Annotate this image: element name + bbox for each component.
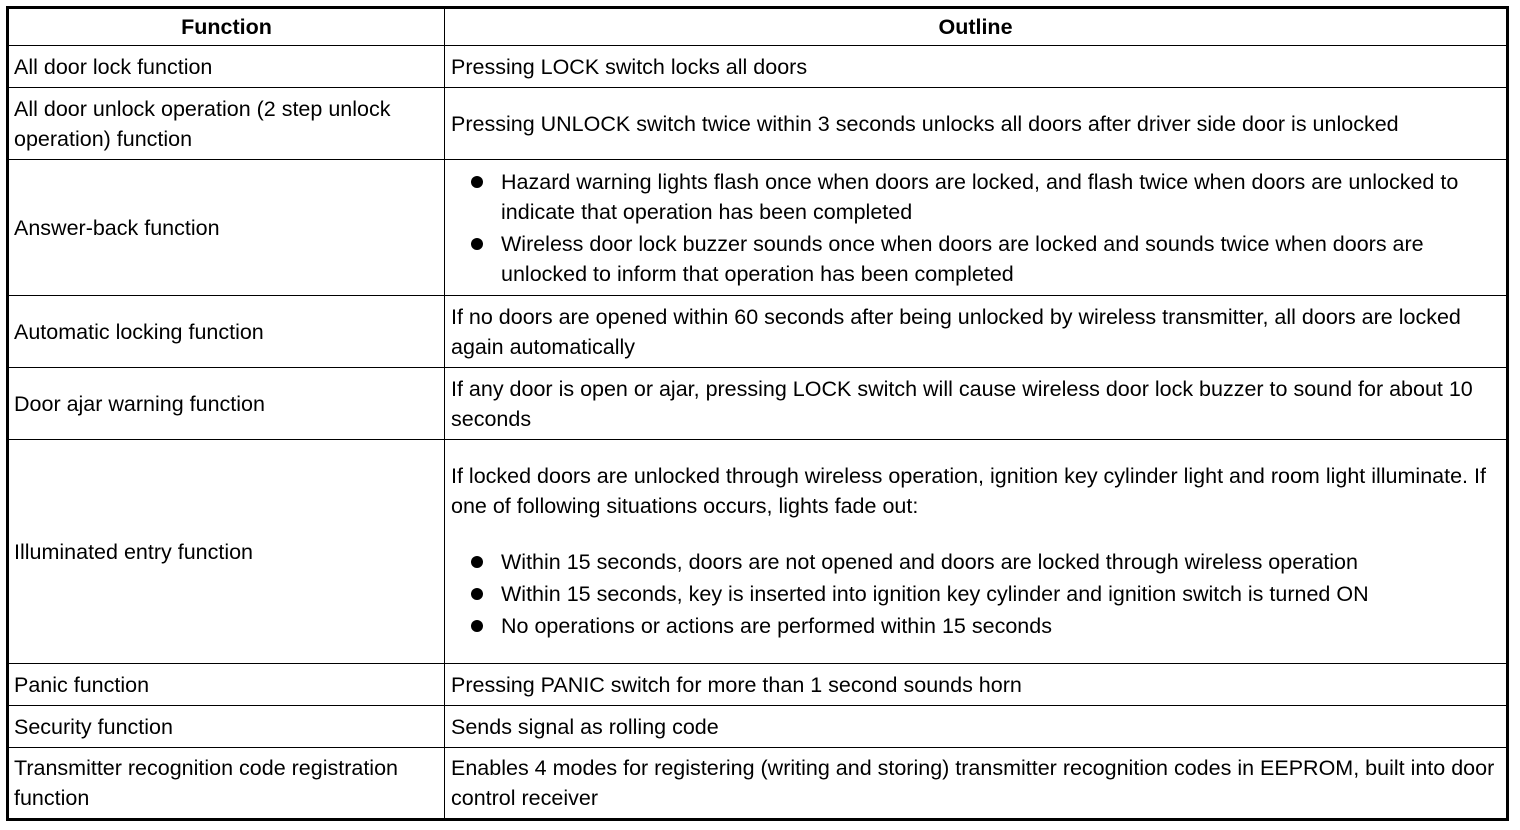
function-cell: Illuminated entry function: [8, 440, 445, 664]
bullet-text: Hazard warning lights flash once when doors are locked, and flash twice when doors are unlocked to indicate that operation has been completed: [501, 169, 1459, 224]
function-cell: Transmitter recognition code registration function: [8, 748, 445, 820]
column-header-outline: Outline: [445, 8, 1508, 46]
table-header-row: [8, 8, 1508, 46]
function-cell: Answer-back function: [8, 160, 445, 296]
bullet-list: [451, 547, 1500, 641]
function-cell: Door ajar warning function: [8, 368, 445, 440]
outline-cell: [445, 160, 1508, 296]
table-row: [8, 368, 1508, 440]
bullet-icon: [471, 176, 483, 188]
outline-cell: If no doors are opened within 60 seconds after being unlocked by wireless transmitter, all doors are locked again automatically: [445, 296, 1508, 368]
function-cell: Panic function: [8, 664, 445, 706]
bullet-text: No operations or actions are performed within 15 seconds: [501, 613, 1052, 638]
bullet-list: [451, 167, 1500, 289]
bullet-text: Within 15 seconds, doors are not opened and doors are locked through wireless operation: [501, 549, 1358, 574]
function-cell: All door lock function: [8, 46, 445, 88]
table-row: [8, 160, 1508, 296]
outline-cell: Pressing PANIC switch for more than 1 second sounds horn: [445, 664, 1508, 706]
outline-cell: Enables 4 modes for registering (writing and storing) transmitter recognition codes in EEPROM, built into door control receiver: [445, 748, 1508, 820]
table-row: [8, 46, 1508, 88]
table-row: [8, 706, 1508, 748]
table-row: [8, 440, 1508, 664]
list-item: [471, 167, 1500, 227]
function-cell: Automatic locking function: [8, 296, 445, 368]
bullet-icon: [471, 588, 483, 600]
list-item: [471, 547, 1500, 577]
bullet-icon: [471, 620, 483, 632]
outline-cell: If any door is open or ajar, pressing LOCK switch will cause wireless door lock buzzer to sound for about 10 seconds: [445, 368, 1508, 440]
outline-intro-text: If locked doors are unlocked through wireless operation, ignition key cylinder light and room light illuminate. If one of following situations occurs, lights fade out:: [451, 463, 1486, 518]
list-item: [471, 611, 1500, 641]
table-row: [8, 296, 1508, 368]
function-cell: Security function: [8, 706, 445, 748]
table-row: [8, 748, 1508, 820]
outline-cell: Sends signal as rolling code: [445, 706, 1508, 748]
function-outline-table: [6, 6, 1509, 821]
outline-cell: Pressing LOCK switch locks all doors: [445, 46, 1508, 88]
table-row: [8, 664, 1508, 706]
bullet-text: Within 15 seconds, key is inserted into ignition key cylinder and ignition switch is turned ON: [501, 581, 1369, 606]
table-row: [8, 88, 1508, 160]
list-item: [471, 229, 1500, 289]
bullet-icon: [471, 238, 483, 250]
function-table-wrapper: [6, 6, 1506, 821]
outline-cell: Pressing UNLOCK switch twice within 3 seconds unlocks all doors after driver side door is unlocked: [445, 88, 1508, 160]
bullet-text: Wireless door lock buzzer sounds once when doors are locked and sounds twice when doors are unlocked to inform that operation has been completed: [501, 231, 1424, 286]
outline-cell: [445, 440, 1508, 664]
list-item: [471, 579, 1500, 609]
column-header-function: Function: [8, 8, 445, 46]
bullet-icon: [471, 556, 483, 568]
function-cell: All door unlock operation (2 step unlock operation) function: [8, 88, 445, 160]
